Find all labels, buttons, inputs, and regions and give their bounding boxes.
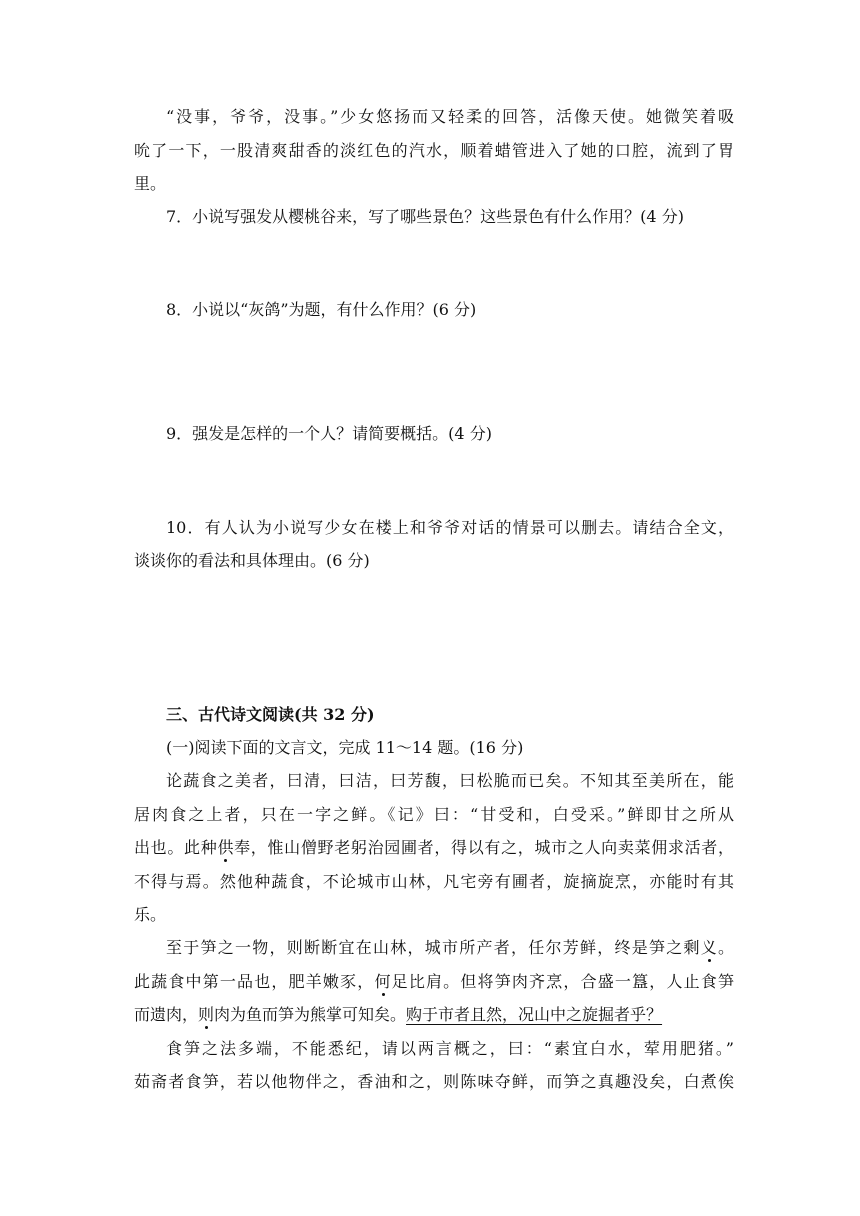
passage-line: 而遗肉，则肉为鱼而笋为熊掌可知矣。购于市者且然，况山中之旋掘者乎？ — [134, 1005, 663, 1024]
emphasis-dot-char: 供 — [217, 838, 235, 857]
passage-line: 茹斋者食笋，若以他物伴之，香油和之，则陈味夺鲜，而笋之真趣没矣，白煮俟 — [134, 1072, 734, 1091]
passage-line: 至于笋之一物，则断断宜在山林，城市所产者，任尔芳鲜，终是笋之剩义。 — [166, 938, 734, 957]
passage-line: 出也。此种供奉，惟山僧野老躬治园圃者，得以有之，城市之人向卖菜佣求活者， — [134, 838, 734, 857]
passage-line: 论蔬食之美者，曰清，曰洁，曰芳馥，曰松脆而已矣。不知其至美所在，能 — [166, 771, 734, 790]
question-7: 7．小说写强发从樱桃谷来，写了哪些景色？这些景色有什么作用？(4 分) — [166, 207, 684, 226]
emphasis-dot-char: 何 — [374, 972, 392, 991]
passage-line: 不得与焉。然他种蔬食，不论城市山林，凡宅旁有圃者，旋摘旋烹，亦能时有其 — [134, 872, 734, 891]
section-title: 三、古代诗文阅读(共 32 分) — [166, 705, 375, 724]
emphasis-dot-char: 则 — [198, 1005, 215, 1024]
story-text-line: 吮了一下，一股清爽甜香的淡红色的汽水，顺着蜡管进入了她的口腔，流到了胃 — [134, 141, 734, 160]
section-instruction: (一)阅读下面的文言文，完成 11～14 题。(16 分) — [166, 738, 524, 757]
story-text-line: 里。 — [134, 174, 167, 193]
passage-line: 居肉食之上者，只在一字之鲜。《记》曰：“甘受和，白受采。”鲜即甘之所从 — [134, 805, 734, 824]
question-9: 9．强发是怎样的一个人？请简要概括。(4 分) — [166, 424, 492, 443]
emphasis-dot-char: 义 — [700, 938, 718, 957]
underlined-sentence: 购于市者且然，况山中之旋掘者乎？ — [406, 1005, 663, 1024]
passage-line: 乐。 — [134, 905, 167, 924]
question-10-line: 10．有人认为小说写少女在楼上和爷爷对话的情景可以删去。请结合全文， — [166, 518, 734, 537]
passage-line: 食笋之法多端，不能悉纪，请以两言概之，曰：“素宜白水，荤用肥猪。” — [166, 1039, 734, 1058]
passage-line: 此蔬食中第一品也，肥羊嫩豕，何足比肩。但将笋肉齐烹，合盛一簋，人止食笋 — [134, 972, 734, 991]
question-10-line: 谈谈你的看法和具体理由。(6 分) — [134, 551, 370, 570]
question-8: 8．小说以“灰鸽”为题，有什么作用？(6 分) — [166, 300, 477, 319]
story-text-line: “没事，爷爷，没事。”少女悠扬而又轻柔的回答，活像天使。她微笑着吸 — [166, 107, 734, 126]
